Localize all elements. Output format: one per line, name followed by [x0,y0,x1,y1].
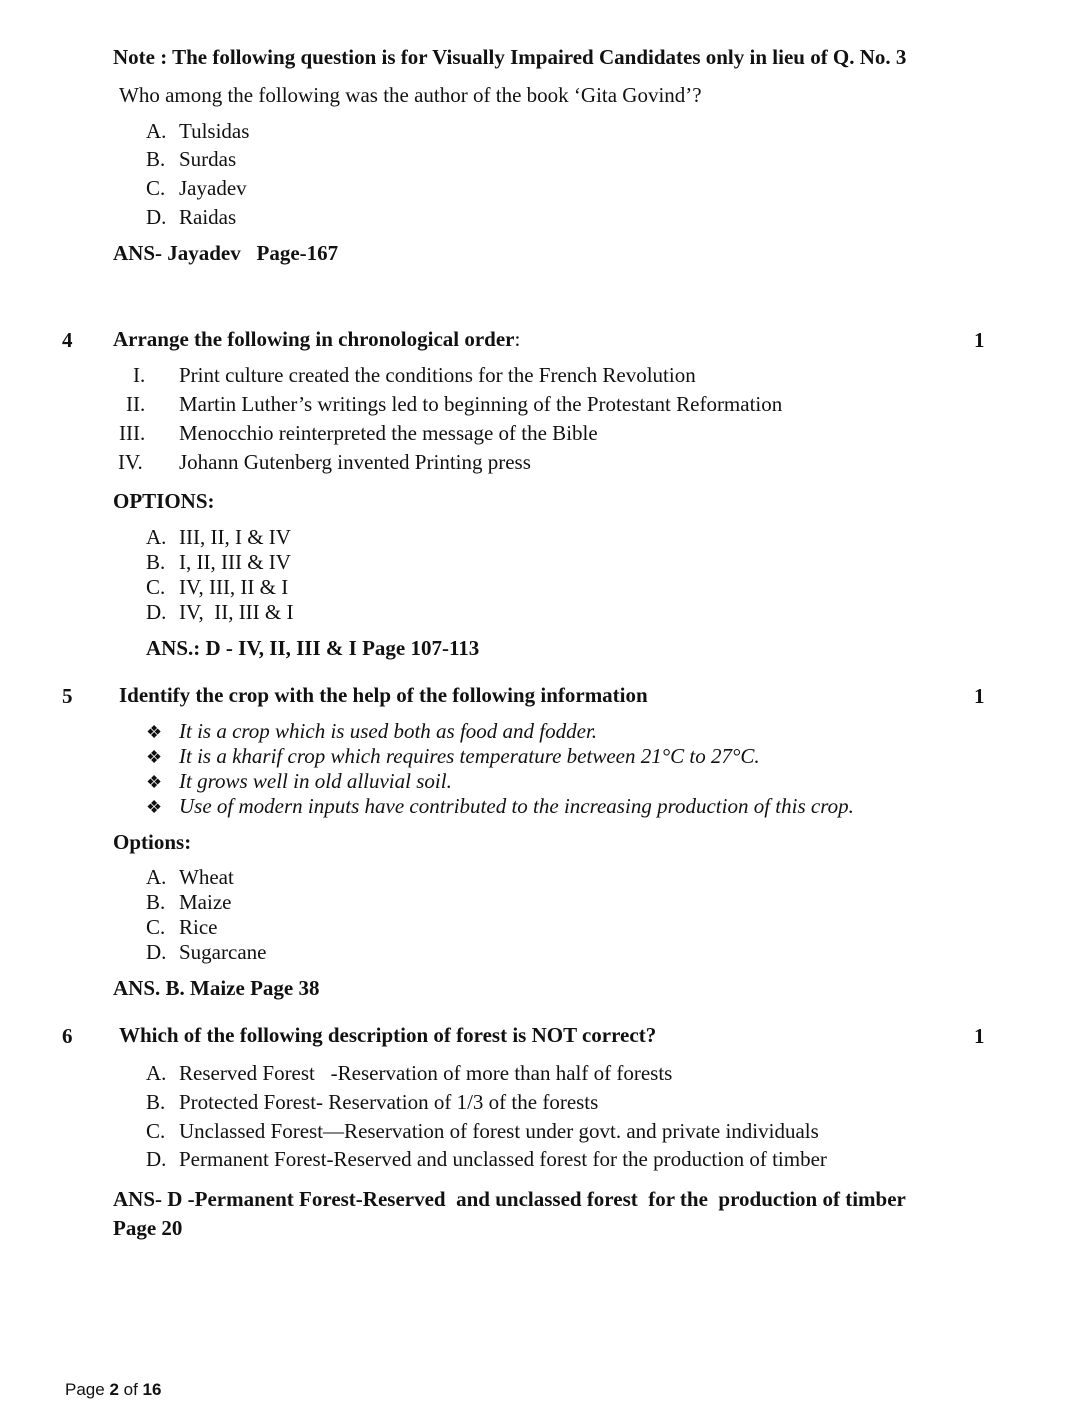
bullet-text: It grows well in old alluvial soil. [179,769,452,793]
note-answer: ANS- Jayadev Page-167 [113,241,339,265]
q4-option-b [146,550,291,575]
option-text: Jayadev [179,176,247,200]
roman-numeral: I. [133,363,146,387]
q4-option-d [146,600,294,625]
option-letter: B. [146,890,166,914]
q4-statement-4-text: Johann Gutenberg invented Printing press [179,450,531,474]
note-option-a [146,119,249,144]
option-letter: A. [146,1061,167,1085]
question-marks: 1 [974,684,985,708]
diamond-bullet-icon: ❖ [146,747,163,767]
option-text: IV, II, III & I [179,600,294,624]
q5-question: Identify the crop with the help of the following information [119,683,648,707]
q5-option-c [146,915,217,940]
question-number: 4 [62,328,73,352]
q6-answer: ANS- D -Permanent Forest-Reserved and unclassed forest for the production of timber [113,1187,906,1211]
option-letter: C. [146,1119,166,1143]
option-text: Permanent Forest-Reserved and unclassed forest for the production of timber [179,1147,827,1171]
option-text: Wheat [179,865,234,889]
option-letter: B. [146,1090,166,1114]
question-marks: 1 [974,328,985,352]
q5-bullet-4 [146,794,854,819]
option-text: I, II, III & IV [179,550,291,574]
option-letter: C. [146,915,166,939]
bullet-text: Use of modern inputs have contributed to the increasing production of this crop. [179,794,854,818]
diamond-bullet-icon: ❖ [146,772,163,792]
option-letter: D. [146,205,167,229]
q4-option-c [146,575,288,600]
option-letter: B. [146,147,166,171]
option-text: Surdas [179,147,237,171]
q4-statement-3-text: Menocchio reinterpreted the message of the Bible [179,421,598,445]
q5-option-d [146,940,266,965]
q5-options-heading: Options: [113,830,192,854]
diamond-bullet-icon: ❖ [146,797,163,817]
option-letter: C. [146,176,166,200]
q4-options-heading: OPTIONS: [113,489,215,513]
diamond-bullet-icon: ❖ [146,722,163,742]
question-number: 5 [62,684,73,708]
option-letter: B. [146,550,166,574]
option-letter: A. [146,865,167,889]
q4-statement-4 [118,450,143,475]
option-text: Protected Forest- Reservation of 1/3 of the forests [179,1090,599,1114]
q5-bullet-2 [146,744,760,769]
q6-option-a [146,1061,672,1086]
q6-question: Which of the following description of forest is NOT correct? [119,1023,657,1047]
page-footer [65,1380,161,1400]
q4-statement-3 [119,421,145,446]
option-text: Sugarcane [179,940,267,964]
option-letter: D. [146,1147,167,1171]
q4-question-text: Arrange the following in chronological order [113,327,515,351]
q4-option-a [146,525,291,550]
question-marks: 1 [974,1024,985,1048]
q4-statement-1-text: Print culture created the conditions for the French Revolution [179,363,696,387]
q4-question [113,327,520,352]
note-option-b [146,147,236,172]
option-text: Maize [179,890,232,914]
note-option-c [146,176,247,201]
q5-answer: ANS. B. Maize Page 38 [113,976,320,1000]
roman-numeral: III. [119,421,146,445]
note-option-d [146,205,236,230]
option-letter: D. [146,940,167,964]
option-letter: D. [146,600,167,624]
q6-answer-page: Page 20 [113,1216,183,1240]
current-page: 2 [109,1380,119,1399]
option-text: Raidas [179,205,237,229]
option-text: IV, III, II & I [179,575,289,599]
option-letter: A. [146,525,167,549]
q6-option-d [146,1147,827,1172]
option-text: Tulsidas [179,119,250,143]
option-text: Rice [179,915,218,939]
option-text: Reserved Forest -Reservation of more than half of forests [179,1061,673,1085]
q4-question-colon: : [514,327,521,351]
q4-statement-1 [133,363,145,388]
q4-statement-2 [126,392,145,417]
option-letter: A. [146,119,167,143]
option-text: III, II, I & IV [179,525,291,549]
option-letter: C. [146,575,166,599]
q4-answer: ANS.: D - IV, II, III & I Page 107-113 [146,636,480,660]
footer-prefix: Page [65,1380,110,1399]
q5-bullet-1 [146,719,597,744]
note-heading: Note : The following question is for Visually Impaired Candidates only in lieu of Q. No. 3 [113,45,907,69]
option-text: Unclassed Forest—Reservation of forest under govt. and private individuals [179,1119,819,1143]
total-pages: 16 [142,1380,162,1399]
bullet-text: It is a kharif crop which requires temperature between 21°C to 27°C. [179,744,760,768]
q6-option-b [146,1090,598,1115]
q5-option-b [146,890,231,915]
question-number: 6 [62,1024,73,1048]
q4-statement-2-text: Martin Luther’s writings led to beginning of the Protestant Reformation [179,392,783,416]
q5-option-a [146,865,234,890]
roman-numeral: II. [126,392,146,416]
note-question: Who among the following was the author of the book ‘Gita Govind’? [119,83,702,107]
bullet-text: It is a crop which is used both as food and fodder. [179,719,598,743]
roman-numeral: IV. [118,450,143,474]
q5-bullet-3 [146,769,452,794]
q6-option-c [146,1119,819,1144]
footer-middle: of [118,1380,143,1399]
